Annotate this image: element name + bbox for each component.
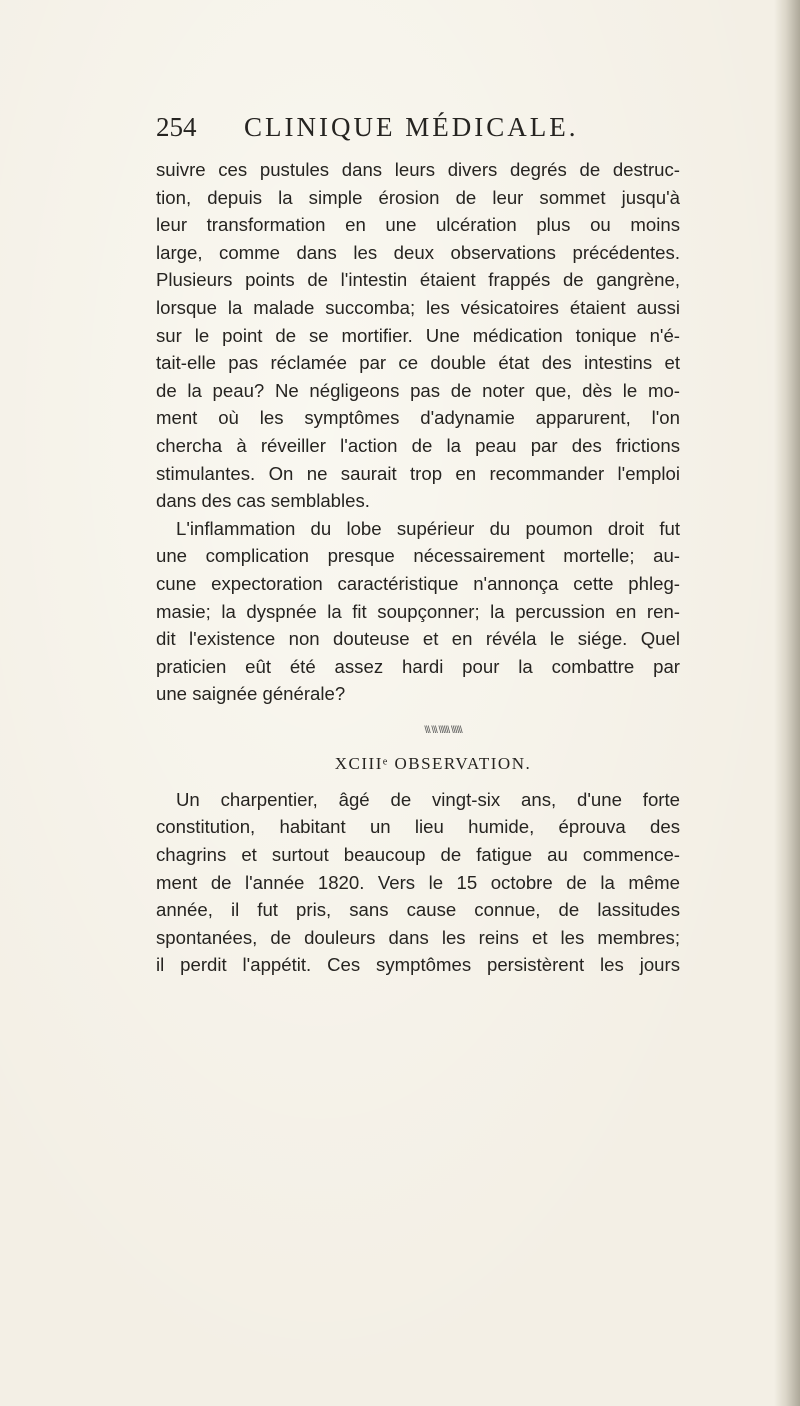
text-line: tion, depuis la simple érosion de leur sommet jusqu'à xyxy=(156,186,680,208)
body-text xyxy=(156,156,680,979)
page-edge-shadow xyxy=(774,0,800,1406)
paragraph-1 xyxy=(156,156,680,515)
text-line: il perdit l'appétit. Ces symptômes persistèrent les jours xyxy=(156,954,680,976)
text-line: cune expectoration caractéristique n'annonça cette phleg- xyxy=(156,572,680,594)
text-line: sur le point de se mortifier. Une médication tonique n'é- xyxy=(156,324,680,346)
section-ornament: \\\ \\\ \\\\\\ \\\\\\ xyxy=(424,724,462,736)
text-line: une saignée générale? xyxy=(156,683,346,705)
text-line: ment de l'année 1820. Vers le 15 octobre de la même xyxy=(156,871,680,893)
text-line: L'inflammation du lobe supérieur du poumon droit fut xyxy=(176,517,680,539)
text-line: masie; la dyspnée la fit soupçonner; la percussion en ren- xyxy=(156,600,680,622)
paragraph-3 xyxy=(156,786,680,979)
text-line: de la peau? Ne négligeons pas de noter que, dès le mo- xyxy=(156,379,680,401)
text-line: praticien eût été assez hardi pour la combattre par xyxy=(156,655,680,677)
text-line: ment où les symptômes d'adynamie apparurent, l'on xyxy=(156,407,680,429)
text-line: tait-elle pas réclamée par ce double état des intestins et xyxy=(156,352,680,374)
text-line: Un charpentier, âgé de vingt-six ans, d'une forte xyxy=(176,788,680,810)
text-line: chercha à réveiller l'action de la peau par des frictions xyxy=(156,434,680,456)
page-header xyxy=(156,112,676,148)
text-line: lorsque la malade succomba; les vésicatoires étaient aussi xyxy=(156,296,680,318)
text-line: Plusieurs points de l'intestin étaient frappés de gangrène, xyxy=(156,269,680,291)
text-line: leur transformation en une ulcération plus ou moins xyxy=(156,214,680,236)
text-line: stimulantes. On ne saurait trop en recommander l'emploi xyxy=(156,462,680,484)
text-line: année, il fut pris, sans cause connue, de lassitudes xyxy=(156,899,680,921)
text-line: dans des cas semblables. xyxy=(156,490,370,512)
text-line: une complication presque nécessairement mortelle; au- xyxy=(156,545,680,567)
text-line: constitution, habitant un lieu humide, éprouva des xyxy=(156,816,680,838)
text-line: spontanées, de douleurs dans les reins et les membres; xyxy=(156,926,680,948)
text-line: suivre ces pustules dans leurs divers degrés de destruc- xyxy=(156,159,680,180)
text-line: dit l'existence non douteuse et en révéla le siége. Quel xyxy=(156,628,680,650)
paragraph-2 xyxy=(156,515,680,708)
page-number: 254 xyxy=(156,112,197,142)
section-title: XCIIIᵉ OBSERVATION. xyxy=(334,753,532,773)
running-title: CLINIQUE MÉDICALE. xyxy=(244,112,579,142)
text-line: chagrins et surtout beaucoup de fatigue au commence- xyxy=(156,844,680,866)
text-line: large, comme dans les deux observations précédentes. xyxy=(156,241,680,263)
